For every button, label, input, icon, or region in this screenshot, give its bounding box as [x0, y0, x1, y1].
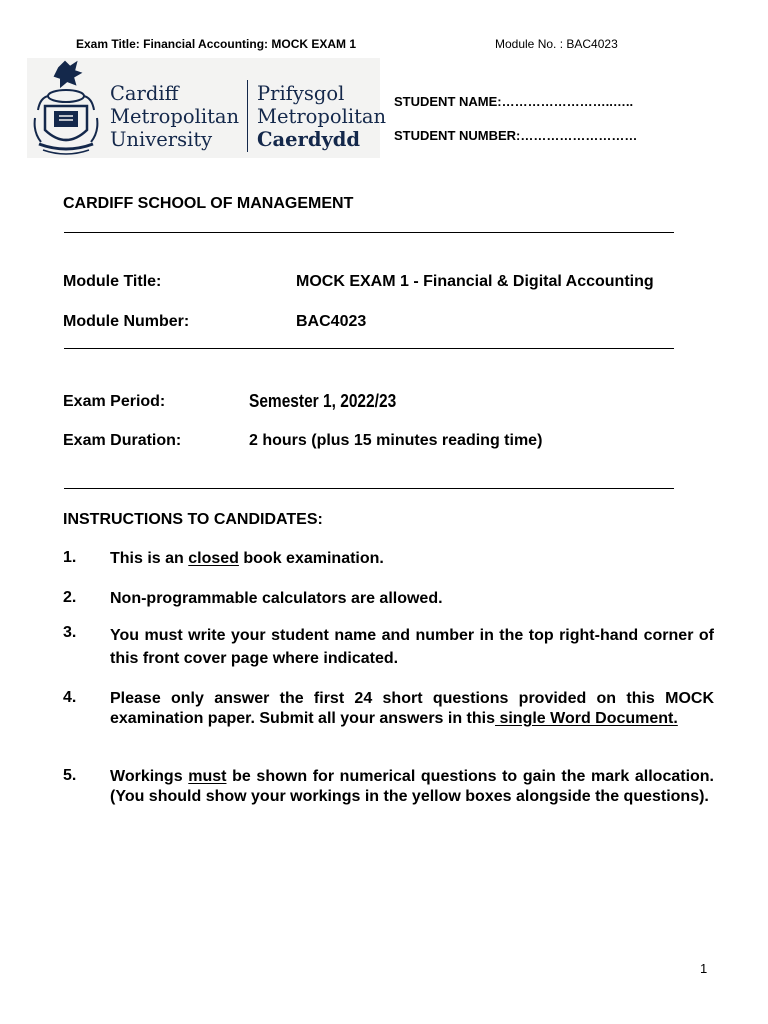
instruction-number: 3.	[63, 624, 77, 641]
instruction-5: Workings must be shown for numerical questions to gain the mark allocation. (You should show your workings in the yellow boxes alongside the questions).	[110, 768, 715, 805]
instruction-2: Non-programmable calculators are allowed.	[110, 590, 443, 607]
logo-welsh-name: Prifysgol Metropolitan Caerdydd	[257, 82, 387, 151]
student-number-field[interactable]: STUDENT NUMBER:………………………	[394, 128, 638, 143]
student-name-field[interactable]: STUDENT NAME:……………………..…..	[394, 94, 634, 109]
logo-english-name: Cardiff Metropolitan University	[110, 82, 240, 151]
module-number-label: Module Number:	[63, 313, 190, 330]
module-title-label: Module Title:	[63, 273, 162, 290]
instruction-number: 5.	[63, 767, 77, 784]
page-number: 1	[700, 961, 708, 976]
instruction-1: This is an closed book examination.	[110, 550, 384, 567]
module-title-value: MOCK EXAM 1 - Financial & Digital Accounting	[296, 273, 654, 290]
exam-duration-value: 2 hours (plus 15 minutes reading time)	[249, 432, 543, 449]
module-number-value: BAC4023	[296, 313, 367, 330]
instruction-number: 1.	[63, 549, 77, 566]
instruction-4: Please only answer the first 24 short questions provided on this MOCK examination paper. Submit all your answers in this single Word Document.	[110, 690, 714, 727]
exam-period-label: Exam Period:	[63, 393, 166, 410]
instruction-3: You must write your student name and number in the top right-hand corner of this front cover page where indicated.	[110, 627, 714, 667]
university-logo	[27, 58, 387, 158]
exam-duration-label: Exam Duration:	[63, 432, 182, 449]
module-number-header: Module No. : BAC4023	[495, 37, 618, 51]
coat-of-arms-icon	[29, 58, 103, 158]
instructions-heading: INSTRUCTIONS TO CANDIDATES:	[63, 511, 323, 528]
logo-divider	[247, 80, 248, 152]
divider-rule	[64, 232, 674, 233]
divider-rule	[64, 348, 674, 349]
instruction-number: 2.	[63, 589, 77, 606]
instruction-number: 4.	[63, 689, 77, 706]
exam-period-value: Semester 1, 2022/23	[249, 391, 397, 411]
divider-rule	[64, 488, 674, 489]
school-heading: CARDIFF SCHOOL OF MANAGEMENT	[63, 195, 354, 212]
exam-title-header: Exam Title: Financial Accounting: MOCK EXAM 1	[76, 37, 357, 51]
